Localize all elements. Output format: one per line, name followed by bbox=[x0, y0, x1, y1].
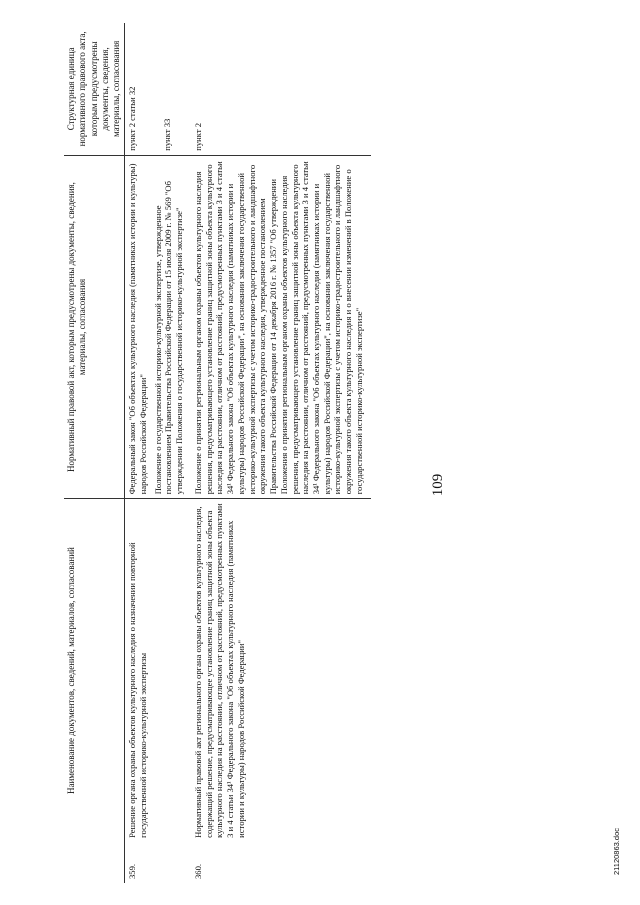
footer-filename: 21120863.doc bbox=[612, 828, 621, 875]
row-document-name: Решение органа охраны объектов культурного наследия о назначении повторной государственной историко-культурной экспертизы bbox=[125, 499, 191, 842]
row-number: 360. bbox=[192, 863, 203, 879]
row-document-name: Нормативный правовой акт регионального органа охраны объектов культурного наследия, содержащий решение, предусматривающее установление границ защитной зоны объекта культурного наследия на расстоянии, отличном от расстояний, предусмотренных пунктами 3 и 4 статьи 34¹ Федерального закона "Об объектах культурного наследия (памятниках истории и культуры) народов Российской Федерации" bbox=[191, 499, 371, 842]
act-item: Положение о принятии регриональным органом охраны объектов культурного наследия решения, предусматривающего установление границ защитной зоны объекта культурного наследия на расстоянии, отличном от расстояний, предусмотренных пунктами 3 и 4 статьи 34¹ Федерального закона "Об объектах культурного наследия (памятниках истории и культуры) народов Российской Федерации", на основании заключения государственной историко-культурной экспертизы с учетом историко-градостроительного и ландшафтного окружения такого объекта культурного наследия, утвержденное постановлением Правительства Российской Федерации от 14 декабря 2016 г. № 1357 "Об утверждении Положения о принятии региональным органом охраны объектов культурного наследия решения, предусматривающего установление границ защитной зоны объекта культурного наследия на расстоянии, отличном от расстояний, предусмотренных пунктами 3 и 4 статьи 34¹ Федерального закона "Об объектах культурного наследия (памятниках истории и культуры) народов Российской Федерации", на основании заключения государственной историко-культурной экспертизы с учетом историко-градостроительного и ландшафтного окружения такого объекта культурного наследия и о внесении изменений в Положение о государственной историко-культурной экспертизе" bbox=[192, 161, 364, 495]
table-row bbox=[191, 23, 371, 883]
unit-item: пункт 2 bbox=[192, 122, 203, 151]
unit-item: пункт 33 bbox=[161, 118, 172, 151]
page-number: 109 bbox=[430, 473, 446, 497]
document-table bbox=[64, 23, 371, 883]
row-units bbox=[125, 23, 191, 155]
unit-item: пункт 2 статьи 32 bbox=[127, 86, 138, 151]
row-acts bbox=[191, 155, 371, 499]
table-header-row bbox=[64, 23, 125, 883]
row-number: 359. bbox=[127, 863, 138, 879]
header-act: Нормативный правовой акт, которым предусмотрены документы, сведения, материалы, согласования bbox=[64, 155, 125, 499]
row-acts bbox=[125, 155, 191, 499]
act-item: Федеральный закон "Об объектах культурного наследия (памятниках истории и культуры) народов Российской Федерации" bbox=[127, 163, 148, 495]
header-unit: Структурная единица нормативного правового акта, которым предусмотрены документы, сведения, материалы, согласования bbox=[64, 23, 125, 155]
table-row bbox=[125, 23, 191, 883]
row-units bbox=[191, 23, 371, 155]
header-name: Наименование документов, сведений, материалов, согласований bbox=[64, 499, 125, 842]
act-item: Положение о государственной историко-культурной экспертизе, утвержденное постановлением Правительства Российской Федерации от 15 июля 2009 г. № 569 "Об утверждении Положения о государственной историко-культурной экспертизе" bbox=[152, 181, 185, 495]
header-num bbox=[64, 842, 125, 883]
